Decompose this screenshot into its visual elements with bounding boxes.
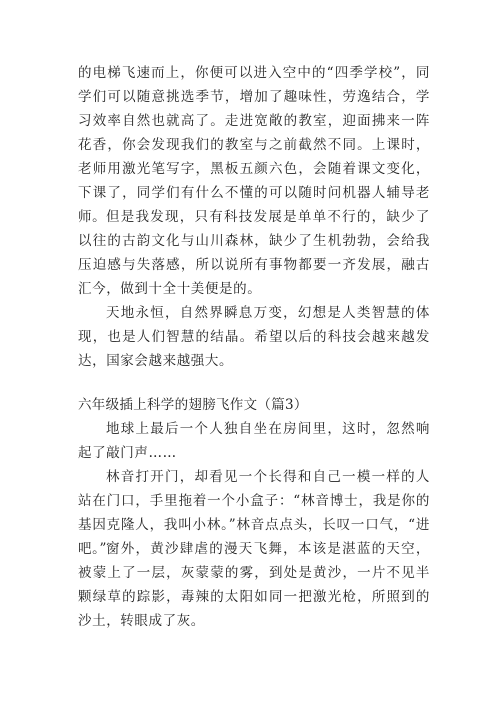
paragraph-knock: 地球上最后一个人独自坐在房间里，这时，忽然响起了敲门声…… (78, 421, 430, 461)
section-title: 六年级插上科学的翅膀飞作文（篇3） (78, 397, 308, 413)
paragraph-clone: 林音打开门，却看见一个长得和自己一模一样的人站在门口，手里拖着一个小盒子：“林音博士，我是你的基因克隆人，我叫小林。”林音点点头，长叹一口气，“进吧。” (78, 469, 430, 557)
paragraph-sandstorm: 窗外，黄沙肆虐的漫天飞舞，本该是湛蓝的天空，被蒙上了一层，灰蒙蒙的雾，到处是黄沙，一片不见半颗绿草的踪影，毒辣的太阳如同一把激光枪，所照到的沙土，转眼成了灰。 (78, 541, 430, 629)
paragraph-conclusion: 天地永恒，自然界瞬息万变，幻想是人类智慧的体现，也是人们智慧的结晶。希望以后的科技会越来越发达，国家会越来越强大。 (78, 305, 430, 369)
paragraph-balance: 但是我发现，只有科技发展是单单不行的，缺少了以往的古韵文化与山川森林，缺少了生机勃勃，会给我压迫感与失落感，所以说所有事物都要一齐发展，融古汇今，做到十全十美便是的。 (78, 209, 430, 297)
paragraph-school-of-future: 的电梯飞速而上，你便可以进入空中的“四季学校”，同学们可以随意挑选季节，增加了趣味性，劳逸结合，学习效率自然也就高了。走进宽敞的教室，迎面拂来一阵花香，你会发现我们的教室与之前截然不同。上课时，老师用激光笔写字，黑板五颜六色，会随着课文变化，下课了，同学们有什么不懂的可以随时问机器人辅导老师。 (78, 65, 430, 225)
